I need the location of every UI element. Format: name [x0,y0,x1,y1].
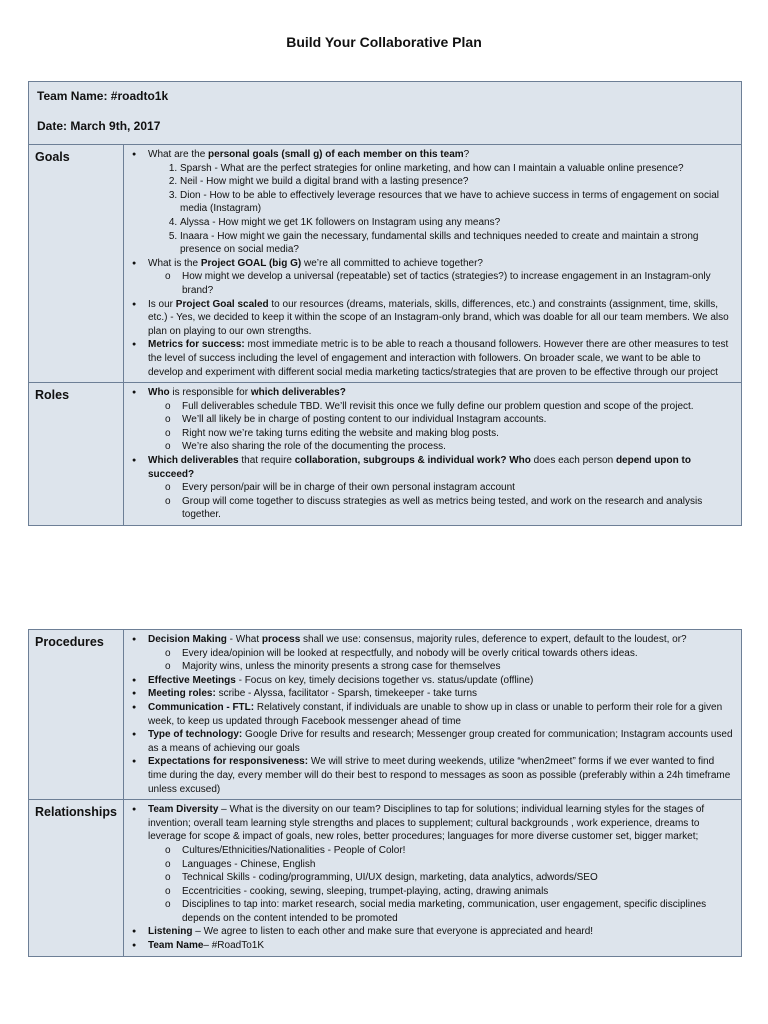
plan-table-top [28,81,742,526]
list-item: o Technical Skills - coding/programming, UI/UX design, marketing, data analytics, adwords/SEO [182,871,735,885]
list-item: ● Type of technology: Google Drive for results and research; Messenger group created for communication; Instagram accounts used as a means of achieving our goals [144,728,735,755]
list-item: ● Effective Meetings - Focus on key, timely decisions together vs. status/update (offline) [144,674,735,688]
team-header-row [29,82,742,145]
list-item: ● Communication - FTL: Relatively constant, if individuals are unable to show up in class or unable to perform their role for a given week, to keep us updated through Facebook messenger ahead of time [144,701,735,728]
list-item: 3. Dion - How to be able to effectively leverage resources that we have to achieve success in terms of engagement on social media (Instagram) [180,189,735,216]
procedures-label: Procedures [29,630,124,800]
list-item: ● What is the Project GOAL (big G) we’re all committed to achieve together? o How might we develop a universal (repeatable) set of tactics (strategies?) to increase engagement in an Instagram-only brand? [144,257,735,298]
team-name: Team Name: #roadto1k [37,89,169,103]
page-title: Build Your Collaborative Plan [286,34,482,50]
roles-label: Roles [29,383,124,526]
relationships-row [29,800,742,957]
list-item: o Right now we’re taking turns editing the website and making blog posts. [182,427,735,441]
list-item: o We’re also sharing the role of the documenting the process. [182,440,735,454]
team-header [29,82,742,145]
list-item: o How might we develop a universal (repeatable) set of tactics (strategies?) to increase engagement in an Instagram-only brand? [182,270,735,297]
list-item: ● What are the personal goals (small g) of each member on this team? 1. Sparsh - What are the perfect strategies for online marketing, and how can I maintain a valuable online presence? 2. Neil - How might we build a digital brand with a lasting presence? 3. Dion - How to be able to effectively leverage resources that we have to achieve success in terms of engagement on social media (Instagram) 4. Alyssa - How might we get 1K followers on Instagram using any means? 5. Inaara - How might we gain the necessary, fundamental skills and techniques needed to create and maintain a strong presence on social media? [144,148,735,257]
list-item: o Every idea/opinion will be looked at respectfully, and nobody will be overly critical towards others ideas. [182,647,735,661]
list-item: ● Who is responsible for which deliverables? o Full deliverables schedule TBD. We’ll revisit this once we fully define our problem question and scope of the project. o We’ll all likely be in charge of posting content to our individual Instagram accounts. o Right now we’re taking turns editing the website and making blog posts. o We’re also sharing the role of the documenting the process. [144,386,735,454]
list-item: 5. Inaara - How might we gain the necessary, fundamental skills and techniques needed to create and maintain a strong presence on social media? [180,230,735,257]
team-date: Date: March 9th, 2017 [37,119,161,133]
list-item: o Languages - Chinese, English [182,858,735,872]
list-item: o Full deliverables schedule TBD. We’ll revisit this once we fully define our problem question and scope of the project. [182,400,735,414]
plan-table-bottom [28,629,742,957]
list-item: ● Expectations for responsiveness: We will strive to meet during weekends, utilize “when2meet” forms if we ever wanted to find time during the day, every member will do their best to respond to messages as soon as possible (preferably within a 24h timeframe unless excused) [144,755,735,796]
list-item: ● Meeting roles: scribe - Alyssa, facilitator - Sparsh, timekeeper - take turns [144,687,735,701]
roles-content [124,383,742,526]
list-item: o Cultures/Ethnicities/Nationalities - People of Color! [182,844,735,858]
procedures-row [29,630,742,800]
roles-row [29,383,742,526]
list-item: o Majority wins, unless the minority presents a strong case for themselves [182,660,735,674]
relationships-label: Relationships [29,800,124,957]
goals-row [29,145,742,383]
list-item: ● Decision Making - What process shall we use: consensus, majority rules, deference to expert, default to the loudest, or? o Every idea/opinion will be looked at respectfully, and nobody will be overly critical towards others ideas. o Majority wins, unless the minority presents a strong case for themselves [144,633,735,674]
goals-label: Goals [29,145,124,383]
list-item: o Every person/pair will be in charge of their own personal instagram account [182,481,735,495]
member-goals-list [148,162,735,257]
goals-content [124,145,742,383]
relationships-content [124,800,742,957]
list-item: 1. Sparsh - What are the perfect strategies for online marketing, and how can I maintain a valuable online presence? [180,162,735,176]
list-item: o Disciplines to tap into: market research, social media marketing, communication, user engagement, specific disciplines depends on the content intended to be promoted [182,898,735,925]
list-item: o Eccentricities - cooking, sewing, sleeping, trumpet-playing, acting, drawing animals [182,885,735,899]
list-item: ● Listening – We agree to listen to each other and make sure that everyone is appreciated and heard! [144,925,735,939]
list-item: ● Which deliverables that require collaboration, subgroups & individual work? Who does each person depend upon to succeed? o Every person/pair will be in charge of their own personal instagram account o Group will come together to discuss strategies as well as metrics being tested, and work on the research and analysis together. [144,454,735,522]
list-item: ● Is our Project Goal scaled to our resources (dreams, materials, skills, differences, etc.) and constraints (assignment, time, skills, etc.) - Yes, we decided to keep it within the scope of an Instagram-only brand, which was doable for all our team members. We also plan on playing to our own strengths. [144,298,735,339]
procedures-content [124,630,742,800]
list-item: ● Team Diversity – What is the diversity on our team? Disciplines to tap for solutions; individual learning styles for the stages of invention; overall team learning style strengths and places to supplement; cultural backgrounds , work experience, dreams to leverage for scope & impact of goals, new roles, better procedures; languages for more diverse customer set, bigger market; o Cultures/Ethnicities/Nationalities - People of Color! o Languages - Chinese, English o Technical Skills - coding/programming, UI/UX design, marketing, data analytics, adwords/SEO o Eccentricities - cooking, sewing, sleeping, trumpet-playing, acting, drawing animals o Disciplines to tap into: market research, social media marketing, communication, user engagement, specific disciplines depends on the content intended to be promoted [144,803,735,925]
list-item: o Group will come together to discuss strategies as well as metrics being tested, and work on the research and analysis together. [182,495,735,522]
list-item: ● Team Name– #RoadTo1K [144,939,735,953]
list-item: 2. Neil - How might we build a digital brand with a lasting presence? [180,175,735,189]
list-item: ● Metrics for success: most immediate metric is to be able to reach a thousand followers. However there are other measures to test the level of success including the level of engagement and interaction with followers. On broader scale, we want to be able to develop and experiment with different social media marketing tactics/strategies that are proven to be effective through our project [144,338,735,379]
list-item: o We’ll all likely be in charge of posting content to our individual Instagram accounts. [182,413,735,427]
list-item: 4. Alyssa - How might we get 1K followers on Instagram using any means? [180,216,735,230]
